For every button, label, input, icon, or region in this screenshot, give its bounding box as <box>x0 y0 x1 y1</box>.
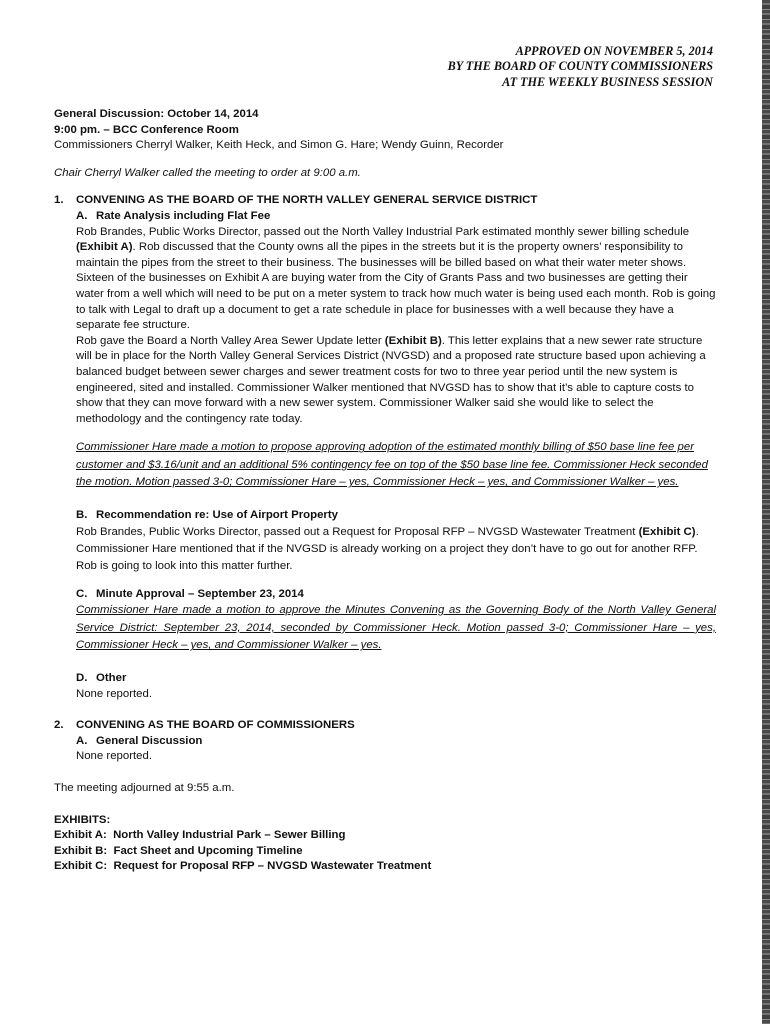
exhibit-b-ref: (Exhibit B) <box>384 334 442 347</box>
exhibit-c-text: Request for Proposal RFP – NVGSD Wastewater Treatment <box>113 860 432 873</box>
exhibit-c-label: Exhibit C: <box>54 860 108 873</box>
item-1d-letter: D. <box>76 672 88 685</box>
section-2-heading <box>54 718 714 734</box>
minutes-body <box>54 107 714 875</box>
item-1c-title: Minute Approval – September 23, 2014 <box>96 587 304 600</box>
item-1a-title: Rate Analysis including Flat Fee <box>96 209 271 222</box>
meeting-attendees: Commissioners Cherryl Walker, Keith Heck, and Simon G. Hare; Wendy Guinn, Recorder <box>54 139 504 152</box>
exhibit-b-label: Exhibit B: <box>54 844 108 857</box>
meeting-title: General Discussion: October 14, 2014 <box>54 108 259 120</box>
item-2a-letter: A. <box>76 734 88 747</box>
exhibit-b-text: Fact Sheet and Upcoming Timeline <box>113 844 303 857</box>
call-to-order: Chair Cherryl Walker called the meeting to order at 9:00 a.m. <box>54 166 361 179</box>
section-1-number: 1. <box>54 194 64 207</box>
exhibits-heading: EXHIBITS: <box>54 813 111 826</box>
section-1-title: CONVENING AS THE BOARD OF THE NORTH VALLEY GENERAL SERVICE DISTRICT <box>76 194 538 207</box>
item-1a-p2-text: Rob gave the Board a North Valley Area Sewer Update letter <box>76 334 382 347</box>
section-2-title: CONVENING AS THE BOARD OF COMMISSIONERS <box>76 719 355 732</box>
item-1a-paragraph-2 <box>76 334 716 428</box>
section-1-heading <box>54 193 714 209</box>
item-1d-title: Other <box>96 672 127 685</box>
item-1c-heading <box>54 587 714 603</box>
section-2-number: 2. <box>54 719 64 732</box>
approval-header <box>448 44 713 90</box>
scan-edge-artifact <box>762 0 770 1024</box>
item-2a-body: None reported. <box>76 750 152 763</box>
exhibit-item <box>54 859 714 875</box>
exhibit-item <box>54 828 714 844</box>
meeting-time-place: 9:00 pm. – BCC Conference Room <box>54 123 239 136</box>
item-2a-heading <box>54 734 714 750</box>
item-1a-letter: A. <box>76 209 88 222</box>
exhibit-item <box>54 844 714 860</box>
exhibit-c-ref: (Exhibit C) <box>638 525 696 538</box>
exhibit-a-ref: (Exhibit A) <box>76 241 133 254</box>
item-1a-p1-text: Rob Brandes, Public Works Director, passed out the North Valley Industrial Park estimated monthly sewer billing schedule <box>76 225 690 238</box>
item-1b-letter: B. <box>76 509 88 522</box>
item-1b-text-2: . Commissioner Hare mentioned that if the NVGSD is already working on a project they don’t have to go out for another RFP. Rob is going to look into this matter further. <box>76 525 699 572</box>
item-2a-title: General Discussion <box>96 734 203 747</box>
item-1b-heading <box>54 508 714 524</box>
exhibit-a-label: Exhibit A: <box>54 829 107 842</box>
approval-line-3: AT THE WEEKLY BUSINESS SESSION <box>502 74 713 89</box>
item-1a-p2-text-2: . This letter explains that a new sewer rate structure will be in place for the North Valley General Services District (NVGSD) and a proposed rate structure based upon achieving a balanced budget between sewer charges and sewer treatment costs for two to three year period until the new system is engineered, sited and installed. Commissioner Walker mentioned that NVGSD has to show that it’s able to capture costs to show that they can move forward with a new sewer system. Commissioner Walker said she would like to select the methodology and the contingency rate today. <box>76 334 706 425</box>
exhibits-list <box>54 813 714 875</box>
item-1a-p1-text-2: . Rob discussed that the County owns all the pipes in the streets but it is the property owners’ responsibility to maintain the pipes from the street to their business. The businesses will be billed based on what their water meter shows. Sixteen of the businesses on Exhibit A are buying water from the City of Grants Pass and two businesses are getting their water from a well which will need to be put on a meter system to track how much water is being used each month. Rob is going to talk with Legal to draft up a document to get a rate schedule in place for businesses with a well because they have a separate fee structure. <box>76 241 716 332</box>
item-1b-text: Rob Brandes, Public Works Director, passed out a Request for Proposal RFP – NVGSD Wastewater Treatment <box>76 525 636 538</box>
item-1a-motion: Commissioner Hare made a motion to propose approving adoption of the estimated monthly billing of $50 base line fee per customer and $3.16/unit and an additional 5% contingency fee on top of the $50 base line fee. Commissioner Heck seconded the motion. Motion passed 3-0; Commissioner Hare – yes, Commissioner Heck – yes, and Commissioner Walker – yes. <box>76 441 708 489</box>
approval-line-1: APPROVED ON NOVEMBER 5, 2014 <box>515 44 713 58</box>
approval-line-2: BY THE BOARD OF COUNTY COMMISSIONERS <box>447 59 713 74</box>
item-1c-motion: Commissioner Hare made a motion to approve the Minutes Convening as the Governing Body of the North Valley General Service District: September 23, 2014, seconded by Commissioner Heck. Motion passed 3-0; Commissioner Hare – yes, Commissioner Heck – yes, and Commissioner Walker – yes. <box>76 604 716 652</box>
item-1b-paragraph <box>76 524 716 575</box>
item-1a-paragraph-1 <box>76 225 716 334</box>
item-1d-heading <box>54 671 714 687</box>
item-1a-heading <box>54 209 714 225</box>
item-1b-title: Recommendation re: Use of Airport Property <box>96 509 338 522</box>
exhibit-a-text: North Valley Industrial Park – Sewer Billing <box>113 829 346 842</box>
item-1d-body: None reported. <box>76 687 152 700</box>
item-1c-letter: C. <box>76 587 88 600</box>
adjourned-statement: The meeting adjourned at 9:55 a.m. <box>54 782 235 794</box>
